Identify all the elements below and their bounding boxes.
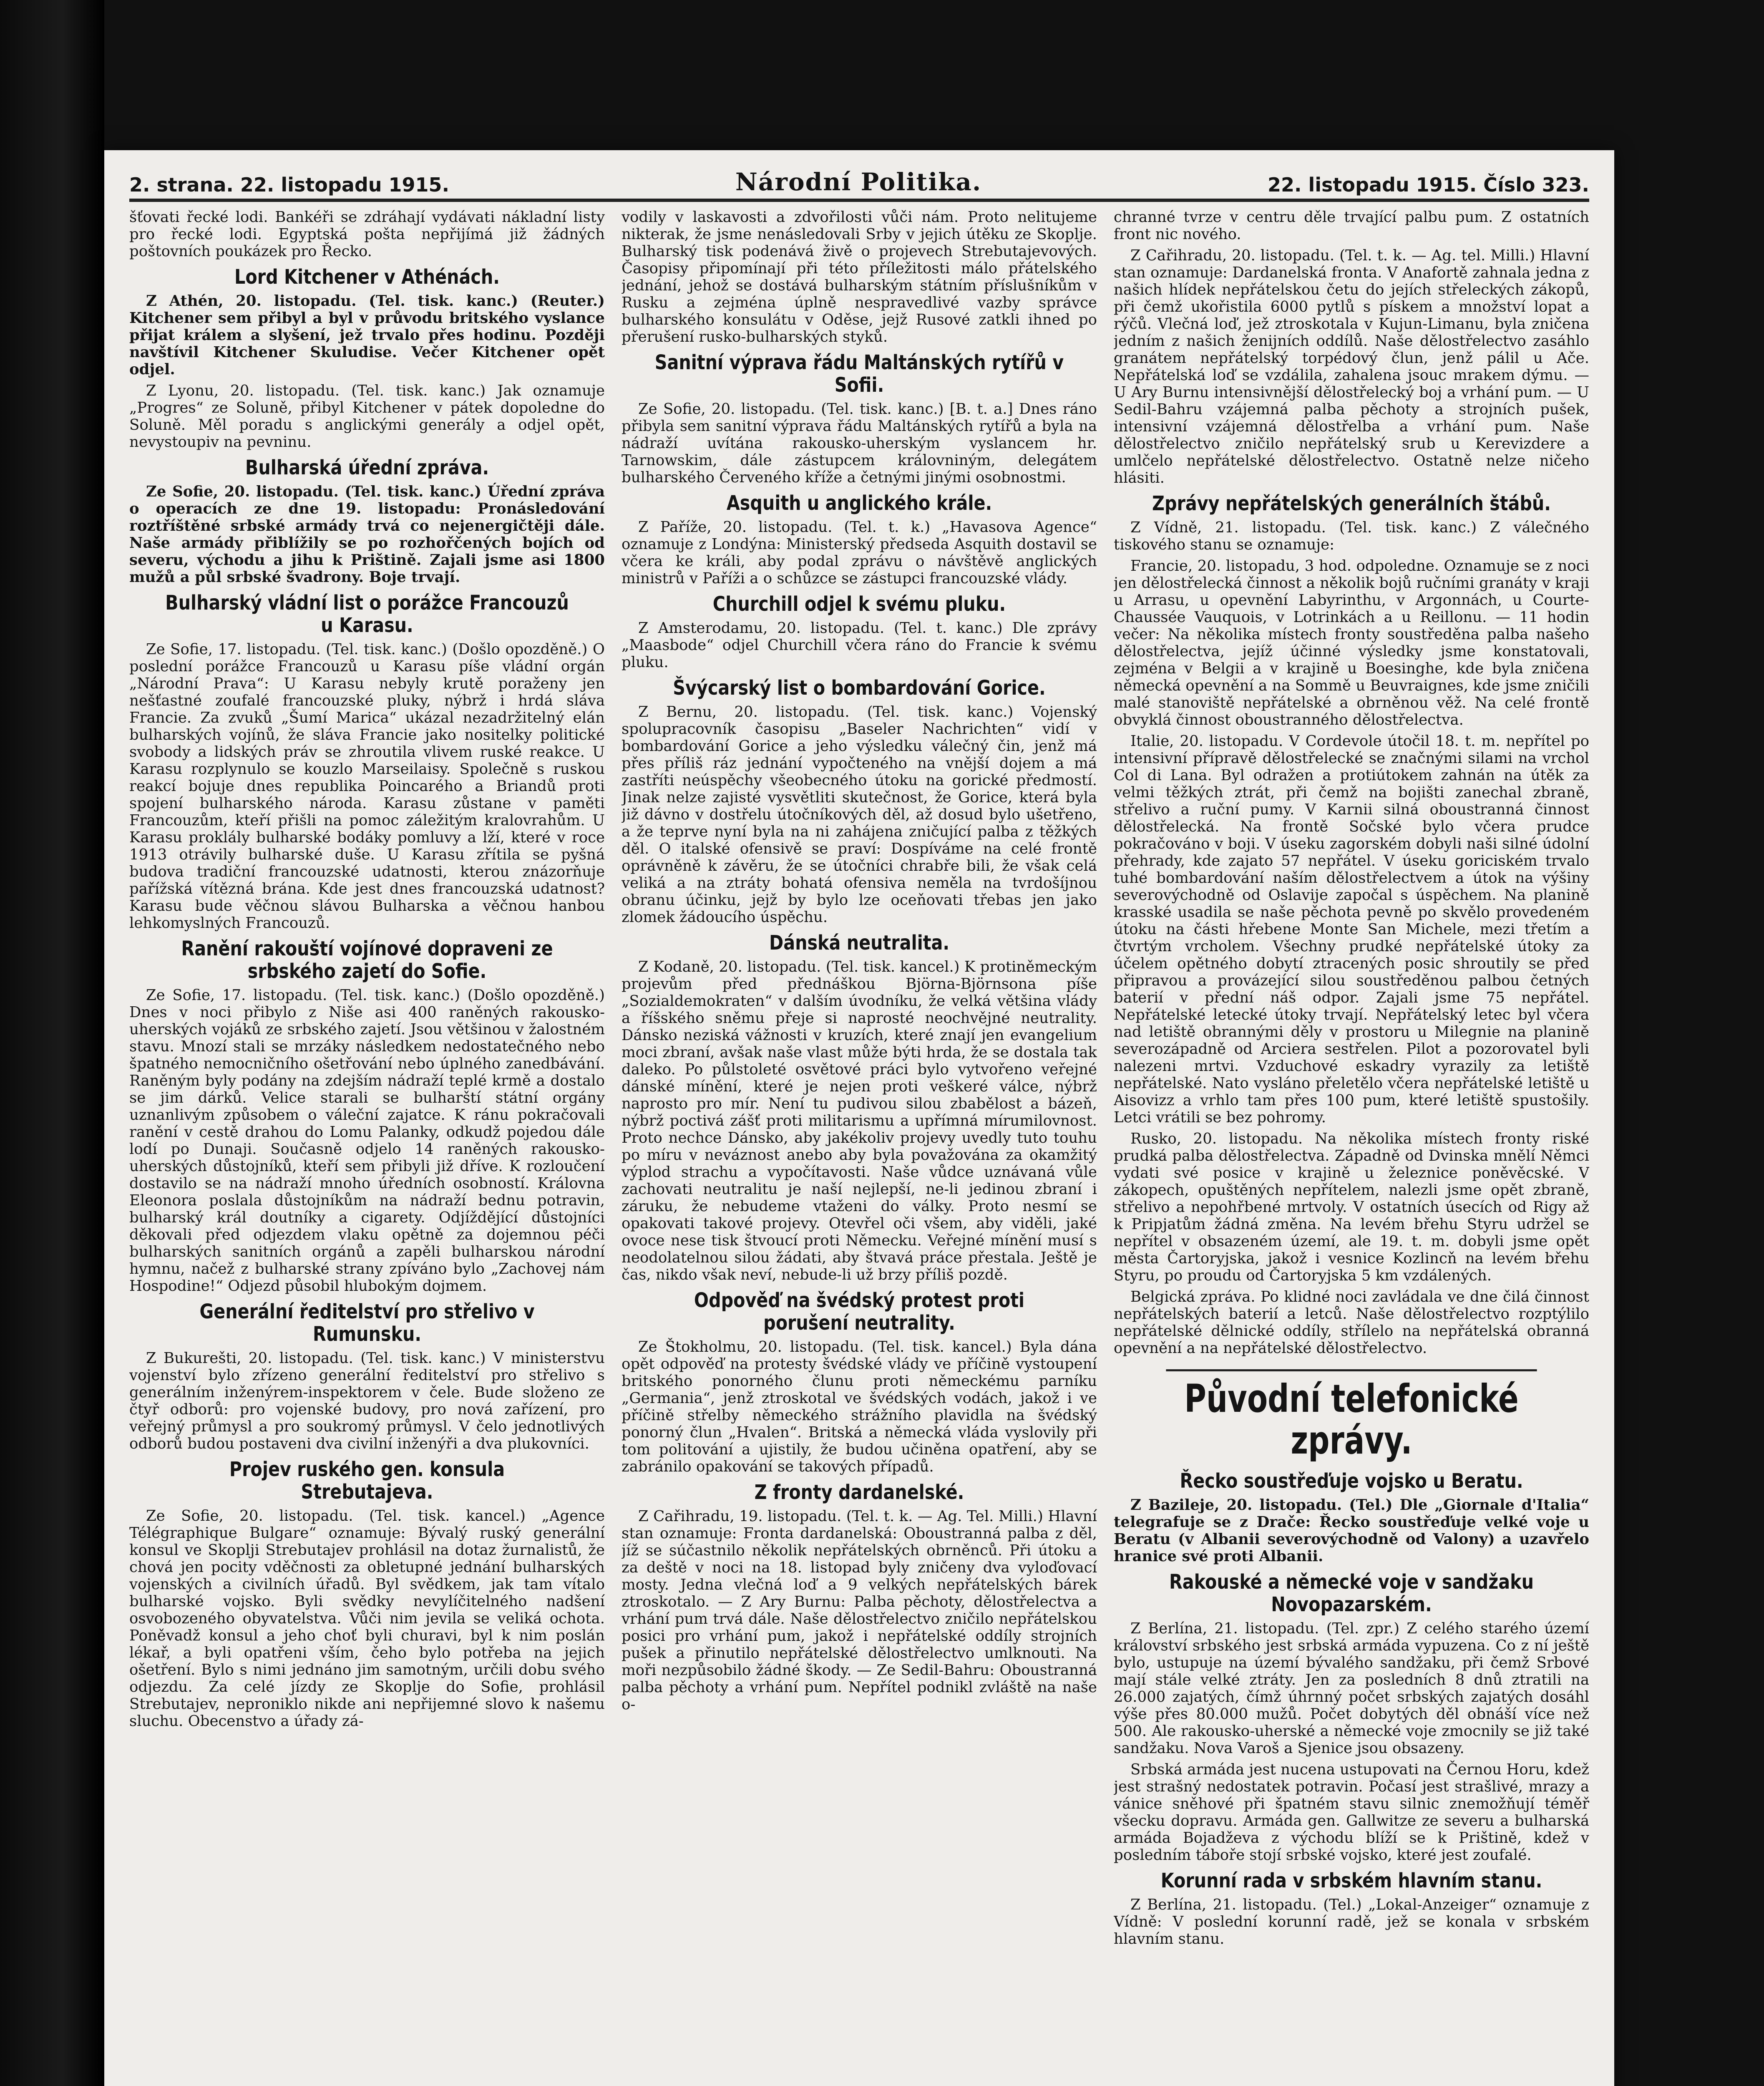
article-headline: Lord Kitchener v Athénách. <box>234 265 500 289</box>
article-headline: Rakouské a německé voje v sandžaku Novopazarském. <box>1169 1570 1534 1616</box>
article-paragraph: Z Amsterodamu, 20. listopadu. (Tel. t. kanc.) Dle zprávy „Maasbode“ odjel Churchill včera ráno do Francie k svému pluku. <box>622 620 1097 671</box>
header-left: 2. strana. 22. listopadu 1915. <box>129 174 450 196</box>
article-headline: Původní telefonické zprávy. <box>1166 1369 1537 1461</box>
article-paragraph: Ze Sofie, 17. listopadu. (Tel. tisk. kanc.) (Došlo opozděně.) O poslední porážce Francouzů u Karasu píše vládní orgán „Národní Prava“: U Karasu nebyly krutě poraženy jen nešťastné zoufalé francouzské pluky, nýbrž i hrdá sláva Francie. Za zvuků „Šumí Marica“ ukázal nezadržitelný elán bulharských vojínů, že sláva Francie jako nositelky politické svobody a lidských práv se zhroutila vlivem ruské reakce. U Karasu rozplynulo se kouzlo Marseilaisy. Společně s ruskou reakcí bojuje dnes republika Poincarého a Briandů proti spojení bulharského národa. Karasu zůstane v paměti Francouzům, kteří přišli na pomoc záležitým kralovrahům. U Karasu proklály bulharské bodáky pomluvy a lží, které v roce 1913 otrávily bulharské duše. U Karasu zřítila se pyšná budova tradiční francouzské udatnosti, kterou znázorňuje pařížská vítězná brána. Kde jest dnes francouzská udatnost? Karasu bude věčnou slávou Bulharska a věčnou hanbou lehkomyslných Francouzů. <box>129 641 605 932</box>
article-paragraph: Z Vídně, 21. listopadu. (Tel. tisk. kanc.) Z válečného tiskového stanu se oznamuje: <box>1114 519 1589 553</box>
article-headline: Asquith u anglického krále. <box>726 491 992 515</box>
article-paragraph: vodily v laskavosti a zdvořilosti vůči nám. Proto nelitujeme nikterak, že jsme nenásledovali Srby v jejich útěku ze Skoplje. Bulharský tisk podenává živě o projevech Strebutajevových. Časopisy připomínají při této příležitosti málo přátelského jednání, jehož se dostává bulharským státním příslušníkům v Rusku a zejména úplně nespravedlivé vazby správce bulharského konsulátu v Oděse, jejž Rusové zatkli ihned po přerušení rusko-bulharských styků. <box>622 209 1097 345</box>
article-paragraph: Z Bazileje, 20. listopadu. (Tel.) Dle „Giornale d'Italia“ telegrafuje se z Drače: Řecko soustřeďuje velké voje u Beratu (v Albanii severovýchodně od Valony) a uzavřelo hranice své proti Albanii. <box>1114 1496 1589 1565</box>
article-paragraph: Z Berlína, 21. listopadu. (Tel. zpr.) Z celého starého území království srbského jest srbská armáda vypuzena. Co z ní ještě bylo, ustupuje na území bývalého sandžaku, při čemž Srbové mají stále velké ztráty. Jen za posledních 8 dnů ztratili na 26.000 zajatých, čímž úhrnný počet srbských zajatých dosáhl výše přes 80.000 mužů. Počet dobytých děl obnáší více než 500. Ale rakousko-uherské a německé voje zmocnily se již také sandžaku. Nova Varoš a Sjenice jsou obsazeny. <box>1114 1620 1589 1757</box>
article-paragraph: Italie, 20. listopadu. V Cordevole útočil 18. t. m. nepřítel po intensivní přípravě dělostřelecké se značnými silami na vrchol Col di Lana. Byl odražen a protiútokem zahnán na útěk za velmi těžkých ztrát, při čemž na bojišti zanechal zbraně, střelivo a ruční pumy. V Karnii silná oboustranná činnost dělostřelecká. Na frontě Sočské bylo včera prudce pokračováno v boji. V úseku zagorském dobyli naši silné údolní přehrady, kde zajato 57 nepřátel. V úseku goriciském trvalo tuhé bombardování naším dělostřelectvem a útok na výšiny severovýchodně od Oslavije započal s úspěchem. Na planině krasské usadila se naše pěchota pevně po skvělo provedeném útoku na části hřebene Monte San Michele, mezi třetím a čtvrtým vrcholem. Všechny prudké nepřátelské útoky za účelem opětného dobytí ztracených posic shroutily se před připravou a provázející silou soustředěnou palbou četných baterií v přední náš odpor. Zajali jsme 75 nepřátel. Nepřátelské letecké útoky trvají. Nepřátelský letec byl včera nad letiště obrannými děly v prostoru u Milegnie na planině severozápadně od Arciera sestřelen. Pilot a pozorovatel byli nalezeni mrtvi. Vzduchové eskadry vyrazily za letiště nepřátelské. Nato vysláno přeletělo včera nepřátelské letiště u Aisovizz a vrhlo tam přes 100 pum, které letiště spustošily. Letci vrátili se bez pohromy. <box>1114 733 1589 1126</box>
article-headline: Švýcarský list o bombardování Gorice. <box>673 676 1046 700</box>
article-paragraph: chranné tvrze v centru děle trvající palbu pum. Z ostatních front nic nového. <box>1114 209 1589 243</box>
article-paragraph: Ze Sofie, 20. listopadu. (Tel. tisk. kancel.) „Agence Télégraphique Bulgare“ oznamuje: Bývalý ruský generální konsul ve Skoplji Strebutajev prohlásil na dotaz žurnalistů, že chová jen pocity vděčnosti za obletupné jednání bulharských vojenských a civilních úřadů. Byl svědkem, jak tam vítalo bulharské vojsko. Byli svědky nevylíčitelného nadšení osvobozeného obyvatelstva. Vůči nim jevila se veliká ochota. Poněvadž konsul a jeho choť byli churavi, byl k nim poslán lékař, a byli opatřeni vším, čeho bylo potřeba na jejich ošetření. Bylo s nimi jednáno jim samotným, určili dobu svého odjezdu. Za celé jízdy ze Skoplje do Sofie, prohlásil Strebutajev, neproniklo nikde ani nepřijemné slovo k našemu sluchu. Obecenstvo a úřady zá- <box>129 1507 605 1730</box>
article-paragraph: Ze Sofie, 20. listopadu. (Tel. tisk. kanc.) Úřední zpráva o operacích ze dne 19. listopadu: Pronásledování roztříštěné srbské armády trvá co nejenergičtěji dále. Naše armády přiblížily se po rozhořčených bojích od severu, východu a jihu k Prištině. Zajali jsme asi 1800 mužů a půl srbské švadrony. Boje trvají. <box>129 483 605 586</box>
article-headline: Projev ruského gen. konsula Strebutajeva. <box>229 1458 505 1504</box>
scan-left-margin <box>0 0 104 2086</box>
article-paragraph: Ze Sofie, 20. listopadu. (Tel. tisk. kanc.) [B. t. a.] Dnes ráno přibyla sem sanitní výprava řádu Maltánských rytířů a byla na nádraží uvítána rakousko-uherským vyslancem hr. Tarnowskim, dále zástupcem královniným, delegátem bulharského Červeného kříže a četnými jinými osobnostmi. <box>622 401 1097 486</box>
article-paragraph: Z Berlína, 21. listopadu. (Tel.) „Lokal-Anzeiger“ oznamuje z Vídně: V poslední korunní radě, jež se konala v srbském hlavním stanu. <box>1114 1896 1589 1947</box>
running-header <box>129 167 1589 202</box>
newspaper-page <box>104 150 1614 2086</box>
article-paragraph: Z Cařihradu, 20. listopadu. (Tel. t. k. — Ag. tel. Milli.) Hlavní stan oznamuje: Dardanelská fronta. V Anafortě zahnala jedna z našich hlídek nepřátelskou četu do jejích střeleckých zákopů, při čemž ukořistila 6000 pytlů s pískem a množství lopat a rýčů. Vlečná loď, jež ztroskotala v Kujun-Limanu, byla zničena jedním z našich ženijních oddílů. Naše dělostřelectvo zasáhlo granátem nepřátelský torpédový člun, jenž pálil u Ače. Nepřátelská loď se vzdálila, zahalena jsouc mrakem dýmu. — U Ary Burnu intensivnější dělostřelecký boj a vrhání pum. — U Sedil-Bahru vzájemná palba pěchoty a strojních pušek, intensivní vzájemná dělostřelba a vrhání pum. Naše dělostřelectvo zničilo nepřátelský srub u Kerevizdere a umlčelo nepřátelské dělostřelectvo. Ostatně nelze ničeho hlásiti. <box>1114 247 1589 486</box>
article-paragraph: Srbská armáda jest nucena ustupovati na Černou Horu, kdež jest strašný nedostatek potravin. Počasí jest strašlivé, mrazy a vánice sněhové při špatném stavu silnic znemožňují téměř všecku dopravu. Armáda gen. Gallwitze ze severu a bulharská armáda Bojadževa z východu blíží se k Prištině, kdež v posledním táboře stojí srbské vojsko, které jest zoufalé. <box>1114 1761 1589 1864</box>
article-headline: Zprávy nepřátelských generálních štábů. <box>1152 492 1551 515</box>
article-headline: Bulharský vládní list o porážce Francouzů u Karasu. <box>165 591 569 637</box>
article-paragraph: Z Lyonu, 20. listopadu. (Tel. tisk. kanc.) Jak oznamuje „Progres“ ze Soluně, přibyl Kitchener v pátek dopoledne do Soluně. Měl poradu s anglickými generály a odjel opět, nevystoupiv na pevninu. <box>129 382 605 451</box>
article-paragraph: Z Paříže, 20. listopadu. (Tel. t. k.) „Havasova Agence“ oznamuje z Londýna: Ministerský předseda Asquith dostavil se včera ke králi, aby podal zprávu o návštěvě anglických ministrů v Paříži a o schůzce se zástupci francouzské vlády. <box>622 519 1097 587</box>
article-columns <box>129 209 1589 2086</box>
article-headline: Churchill odjel k svému pluku. <box>712 592 1006 616</box>
column-2 <box>622 209 1097 2086</box>
article-headline: Dánská neutralita. <box>769 931 950 955</box>
article-paragraph: Z Bukurešti, 20. listopadu. (Tel. tisk. kanc.) V ministerstvu vojenství bylo zřízeno generální ředitelství pro střelivo s generálním inženýrem-inspektorem v čele. Bude složeno ze čtyř odborů: pro vojenské budovy, pro nová zařízení, pro veřejný průmysl a pro soukromý průmysl. V čelo jednotlivých odborů budou postaveni dva civilní inženýři a dva plukovníci. <box>129 1350 605 1452</box>
article-paragraph: Z Kodaně, 20. listopadu. (Tel. tisk. kancel.) K protiněmeckým projevům před přednáškou Björna-Björnsona píše „Sozialdemokraten“ v dalším úvodníku, že velká většina vlády a říšského sněmu přeje si naprosté neochvějné neutrality. Dánsko neziská vážnosti v kruzích, které znají jen evangelium moci zbraní, avšak naše vlast může býti hrda, že se dostala tak daleko. Po půlstoleté osvětové práci bylo vytvořeno veřejné dánské mínění, které je nejen proti veškeré válce, nýbrž naprosto pro mír. Není tu pudivou silou zbabělost a bázeň, nýbrž poctivá zášť proti militarismu a upřímná mírumilovnost. Proto nechce Dánsko, aby jakékoliv projevy uvedly tuto touhu po míru v neváznost anebo aby byla považována za okamžitý výplod strachu a vypočítavosti. Naše vůdce uznávaná vůle zachovati neutralitu je naší nejlepší, ne-li jedinou zbraní i záruku, že nebudeme vtaženi do války. Proto nesmí se opakovati takové projevy. Otevřel oči všem, aby viděli, jaké ovoce nese tisk štvoucí proti Německu. Veřejné mínění musí s neodolatelnou silou žádati, aby štvavá práce přestala. Ještě je čas, nikdo však neví, nebude-li už brzy příliš pozdě. <box>622 958 1097 1283</box>
article-paragraph: Ze Štokholmu, 20. listopadu. (Tel. tisk. kancel.) Byla dána opět odpověď na protesty švédské vlády ve příčině vystoupení britského ponorného člunu proti německému parníku „Germania“, jenž ztroskotal ve švédských vodách, jakož i ve příčině střelby německého strážního plavidla na švédský ponorný člun „Hvalen“. Britská a německá vláda vyslovily při tom politování a ujistily, že budou učiněna opatření, aby se zabránilo opakování se takových případů. <box>622 1338 1097 1475</box>
article-headline: Z fronty dardanelské. <box>754 1481 964 1504</box>
article-headline: Bulharská úřední zpráva. <box>245 456 489 479</box>
masthead-title: Národní Politika. <box>735 168 982 196</box>
article-paragraph: Francie, 20. listopadu, 3 hod. odpoledne. Oznamuje se z noci jen dělostřelecká činnost a několik bojů ručními granáty v kraji u Arrasu, u opevnění Labyrinthu, v Argonnách, u Courte-Chaussée Vauquois, v Lotrinkách a u Reillonu. — 11 hodin večer: Na několika místech fronty soustředěna palba našeho dělostřelectva, jejíž účinné výsledky jsme konstatovali, zejména v Belgii a v krajině u Boesinghe, kde byla zničena německá opevnění a na Sommě u Beuvraignes, kde jsme zničili malé stanoviště nepřátelské a obrněnou věž. Na celé frontě obvyklá činnost oboustranného dělostřelectva. <box>1114 557 1589 728</box>
article-headline: Řecko soustřeďuje vojsko u Beratu. <box>1180 1469 1523 1493</box>
column-3 <box>1114 209 1589 2086</box>
article-paragraph: Belgická zpráva. Po klidné noci zavládala ve dne čilá činnost nepřátelských baterií a letců. Naše dělostřelectvo rozptýlilo nepřátelské dělnické oddíly, střílelo na nepřátelská obranná opevnění a na nepřátelské dělostřelectvo. <box>1114 1288 1589 1357</box>
article-paragraph: šťovati řecké lodi. Bankéři se zdráhají vydávati nákladní listy pro řecké lodi. Egyptská pošta nepřijímá již žádných poštovních poukázek pro Řecko. <box>129 209 605 260</box>
article-paragraph: Z Cařihradu, 19. listopadu. (Tel. t. k. — Ag. Tel. Milli.) Hlavní stan oznamuje: Fronta dardanelská: Oboustranná palba z děl, jíž se súčastnilo několik nepřátelských obrněnců. Při útoku a za deště v noci na 18. listopad byly zničeny dva vyloďovací mosty. Jedna vlečná loď a 9 velkých nepřátelských bárek ztroskotalo. — Z Ary Burnu: Palba pěchoty, dělostřelectva a vrhání pum trvá dále. Naše dělostřelectvo zničilo nepřátelskou posici pro vrhání pum, jakož i nepřátelské oddíly strojních pušek a přinutilo nepřátelské dělostřelectvo umlknouti. Na moři nezpůsobilo žádné škody. — Ze Sedil-Bahru: Oboustranná palba pěchoty a vrhání pum. Nepřítel podnikl zvláště na naše o- <box>622 1508 1097 1713</box>
article-headline: Korunní rada v srbském hlavním stanu. <box>1160 1869 1543 1892</box>
article-headline: Odpověď na švédský protest proti porušení neutrality. <box>694 1289 1025 1335</box>
article-paragraph: Ze Sofie, 17. listopadu. (Tel. tisk. kanc.) (Došlo opozděně.) Dnes v noci přibylo z Niše asi 400 raněných rakousko-uherských vojáků ze srbského zajetí. Jsou většinou v žalostném stavu. Mnozí stali se mrzáky následkem nedostatečného nebo špatného nemocničního ošetřování nebo úplného zanedbávání. Raněným byly podány na zdejším nádraží teplé krmě a dostalo se jim dárků. Velice starali se bulharští státní orgány uznanlivým způsobem o váleční zajatce. K ránu pokračovali ranění v cestě drahou do Lomu Palanky, odkudž pojedou dále lodí po Dunaji. Současně odjelo 14 raněných rakousko-uherských důstojníků, kteří sem přibyli již dříve. K rozloučení dostavilo se na nádraží mnoho úředních osobností. Královna Eleonora poslala důstojníkům na nádraží bednu potravin, bulharský král doutníky a cigarety. Odjíždějící důstojníci děkovali před odjezdem vlaku opětně za dojemnou péči bulharských sanitních orgánů a zapěli bulharskou národní hymnu, načež z bulharské strany zpíváno bylo „Zachovej nám Hospodine!“ Odjezd působil hlubokým dojmem. <box>129 987 605 1295</box>
article-paragraph: Rusko, 20. listopadu. Na několika místech fronty riské prudká palba dělostřelectva. Západně od Dvinska mnělí Němci vydati své posice v krajině u železnice poněvěcské. V zákopech, opuštěných nepřítelem, nalezli jsme opět zbraně, střelivo a nepohřbené mrtvoly. V ostatních úsecích od Rigy až k Pripjatům žádná změna. Na levém břehu Styru udržel se nepřítel v obsazeném území, ale 19. t. m. dobyli jsme opět města Čartoryjska, jakož i vesnice Kozlincň na levém břehu Styru, po proudu od Čartoryjska 5 km vzdálených. <box>1114 1130 1589 1284</box>
article-paragraph: Z Bernu, 20. listopadu. (Tel. tisk. kanc.) Vojenský spolupracovník časopisu „Baseler Nachrichten“ vidí v bombardování Gorice a jeho výsledku válečný čin, jenž má přes příliš ráz jednání vypočteného na vnější dojem a má zastříti neúspěchy všeobecného útoku na gorické předmostí. Jinak nelze zajisté vysvětliti skutečnost, že Gorice, která byla již dávno v dostřelu útočníkových děl, až dosud bylo ušetřeno, a že teprve nyní byla na ni zahájena zničující palba z těžkých děl. O italské ofensivě se praví: Dospíváme na celé frontě oprávněně k závěru, že se útočníci chrabře bili, že však celá veliká a na ztráty bohatá ofensiva neměla na tvrdošíjnou obranu účinku, jejž by bylo lze oceňovati třebas jen jako zlomek žádoucího úspěchu. <box>622 703 1097 926</box>
article-headline: Sanitní výprava řádu Maltánských rytířů v Sofii. <box>654 351 1064 397</box>
column-1 <box>129 209 605 2086</box>
article-paragraph: Z Athén, 20. listopadu. (Tel. tisk. kanc.) (Reuter.) Kitchener sem přibyl a byl v průvodu britského vyslance přijat králem a slyšení, jež trvalo přes hodinu. Později navštívil Kitchener Skuludise. Večer Kitchener opět odjel. <box>129 292 605 378</box>
article-headline: Generální ředitelství pro střelivo v Rumunsku. <box>199 1300 535 1346</box>
header-right: 22. listopadu 1915. Číslo 323. <box>1268 174 1589 196</box>
article-headline: Ranění rakouští vojínové dopraveni ze srbského zajetí do Sofie. <box>181 937 553 983</box>
